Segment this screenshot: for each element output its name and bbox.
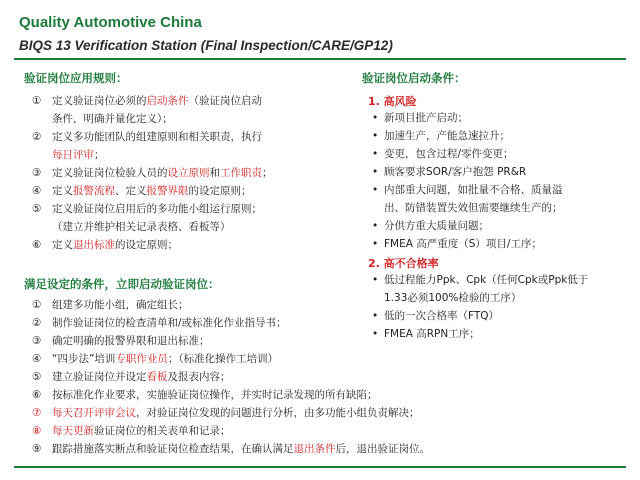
rule-item-3: ③ 定义验证岗位检验人员的设立原则和工作职责； [26, 164, 273, 182]
bullet-icon: • [372, 310, 379, 322]
condition-text: FMEA 高RPN工序； [384, 328, 480, 340]
rule-item-1: ① 定义验证岗位必须的启动条件（验证岗位启动 条件，明确并量化定义）； [26, 92, 273, 128]
condition-text: 1.33必须100%检验的工序） [384, 292, 522, 304]
item-number: ⑤ [32, 203, 42, 215]
step-item-8: ⑧ 每天更新验证岗位的相关表单和记录； [26, 422, 430, 440]
step-item-1: ① 组建多功能小组，确定组长； [26, 296, 430, 314]
bullet-icon: • [372, 130, 379, 142]
condition-item [370, 217, 588, 235]
condition-item [370, 235, 588, 253]
condition-text: FMEA 高严重度（S）项目/工序； [384, 238, 542, 250]
bullet-icon: • [372, 184, 379, 196]
item-number: ① [32, 95, 42, 107]
page-title: Quality Automotive China [19, 14, 202, 31]
step-item-4: ④ “四步法”培训专职作业员；（标准化操作工培训） [26, 350, 430, 368]
high-risk-title: 1. 高风险 [368, 95, 417, 108]
condition-text: 新项目批产启动； [384, 112, 468, 124]
item-number: ⑦ [32, 407, 42, 419]
bullet-icon: • [372, 274, 379, 286]
start-steps-list [26, 296, 430, 458]
condition-text: 变更，包含过程/零件变更； [384, 148, 514, 160]
condition-text: 出、防错装置失效但需要继续生产的； [384, 202, 563, 214]
bullet-icon: • [372, 166, 379, 178]
item-number: ① [32, 299, 42, 311]
header-divider [14, 58, 626, 60]
condition-text: 低的一次合格率（FTQ） [384, 310, 500, 322]
rule-item-4: ④ 定义报警流程、定义报警界限的设定原则； [26, 182, 273, 200]
item-number: ⑨ [32, 443, 42, 455]
condition-item [370, 145, 588, 163]
item-number: ⑤ [32, 371, 42, 383]
step-item-5: ⑤ 建立验证岗位并设定看板及报表内容； [26, 368, 430, 386]
bullet-icon: • [372, 328, 379, 340]
page-subtitle: BIQS 13 Verification Station (Final Inspection/CARE/GP12) [19, 38, 393, 53]
rules-heading: 验证岗位应用规则： [24, 71, 128, 85]
condition-text: 加速生产，产能急速拉升； [384, 130, 510, 142]
condition-item [370, 163, 588, 181]
condition-item [370, 199, 588, 217]
condition-text: 低过程能力Ppk、Cpk（任何Cpk或Ppk低于 [384, 274, 589, 286]
condition-text: 顾客要求SOR/客户抱怨 PR&R [384, 166, 527, 178]
item-number: ④ [32, 185, 42, 197]
item-number: ⑥ [32, 239, 42, 251]
condition-item [370, 181, 588, 199]
high-reject-title: 2. 高不合格率 [368, 257, 439, 270]
item-number: ② [32, 317, 42, 329]
item-number: ② [32, 131, 42, 143]
item-number: ⑧ [32, 425, 42, 437]
condition-item [370, 109, 588, 127]
step-item-6: ⑥ 按标准化作业要求，实施验证岗位操作，并实时记录发现的所有缺陷； [26, 386, 430, 404]
condition-item [370, 127, 588, 145]
bullet-icon: • [372, 220, 379, 232]
condition-item [370, 271, 588, 289]
condition-text: 分供方重大质量问题； [384, 220, 489, 232]
rule-item-2: ② 定义多功能团队的组建原则和相关职责，执行 每日评审； [26, 128, 273, 164]
bullet-icon: • [372, 112, 379, 124]
footer-divider [14, 466, 626, 468]
high-risk-list [370, 109, 588, 253]
rule-item-5: ⑤ 定义验证岗位启用后的多功能小组运行原则； （建立并维护相关记录表格、看板等） [26, 200, 273, 236]
item-number: ③ [32, 335, 42, 347]
step-item-7: ⑦ 每天召开评审会议，对验证岗位发现的问题进行分析，由多功能小组负责解决； [26, 404, 430, 422]
bullet-icon: • [372, 148, 379, 160]
rule-item-6: ⑥ 定义退出标准的设定原则； [26, 236, 273, 254]
step-item-9: ⑨ 跟踪措施落实断点和验证岗位检查结果，在确认满足退出条件后，退出验证岗位。 [26, 440, 430, 458]
item-number: ③ [32, 167, 42, 179]
item-number: ④ [32, 353, 42, 365]
rules-list [26, 92, 273, 254]
step-item-2: ② 制作验证岗位的检查清单和/或标准化作业指导书； [26, 314, 430, 332]
item-number: ⑥ [32, 389, 42, 401]
condition-text: 内部重大问题，如批量不合格、质量溢 [384, 184, 563, 196]
conditions-heading: 验证岗位启动条件： [362, 71, 466, 85]
bullet-icon: • [372, 238, 379, 250]
step-item-3: ③ 确定明确的报警界限和退出标准； [26, 332, 430, 350]
start-heading: 满足设定的条件，立即启动验证岗位： [24, 277, 220, 291]
